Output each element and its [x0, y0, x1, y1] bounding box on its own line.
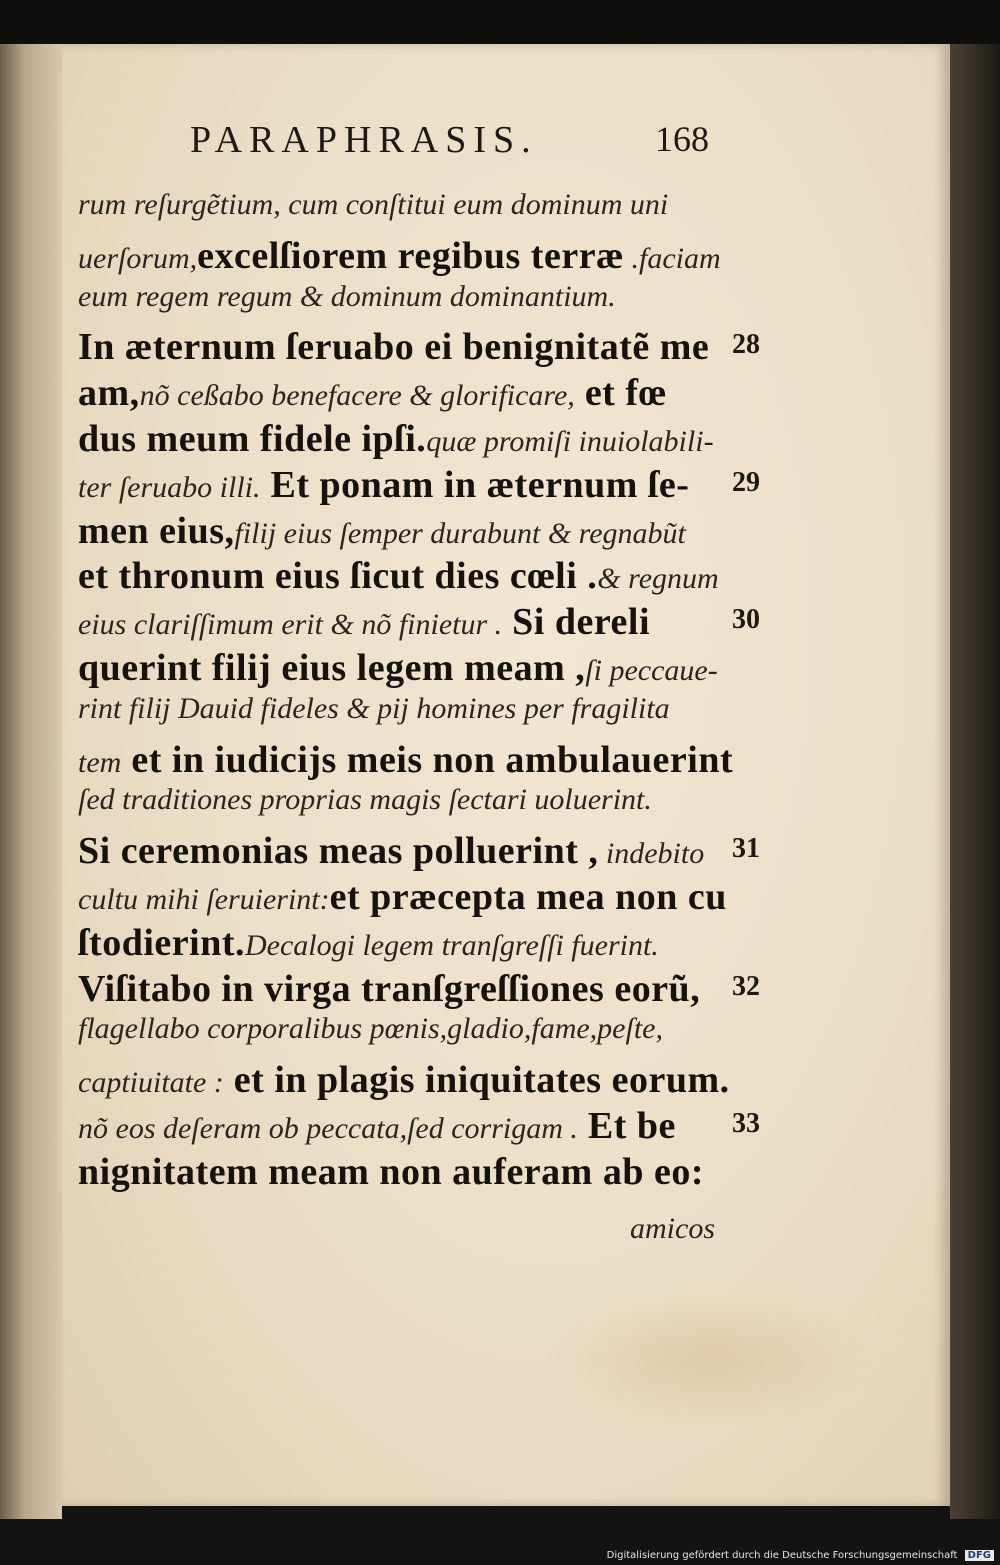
text-line	[78, 371, 666, 415]
text-line	[78, 417, 714, 461]
verse-number: 29	[732, 466, 760, 498]
blackletter-text: Viſitabo in virga tranſgreſſiones eorũ,	[78, 967, 701, 1010]
blackletter-text: nignitatem meam non auferam ab eo:	[78, 1150, 704, 1193]
italic-gloss: tem	[78, 745, 122, 779]
blackletter-text: Et be	[577, 1105, 676, 1147]
italic-gloss: eum regem regum & dominum dominantium.	[78, 279, 616, 313]
verse-number: 30	[732, 604, 760, 636]
text-line	[78, 554, 719, 598]
text-line	[78, 234, 721, 278]
italic-gloss: quæ promiſi inuiolabili-	[426, 425, 714, 458]
text-line	[78, 875, 727, 919]
text-line	[78, 1150, 704, 1194]
text-line	[78, 509, 686, 553]
text-line	[78, 1058, 730, 1102]
text-line	[78, 783, 652, 817]
blackletter-text: ſtodierint.	[78, 921, 245, 964]
funding-footer	[607, 1550, 994, 1561]
italic-gloss: & regnum	[597, 562, 719, 596]
blackletter-text: In æternum ſeruabo ei benignitatẽ me	[78, 326, 710, 369]
italic-gloss: filij eius ſemper durabunt & regnabũt	[234, 516, 686, 550]
footer-text: Digitalisierung gefördert durch die Deutsche Forschungsgemeinschaft	[606, 1550, 958, 1561]
text-line	[78, 325, 709, 369]
italic-gloss: ter ſeruabo illi.	[78, 470, 261, 504]
blackletter-text: querint filij eius legem meam ,	[78, 647, 586, 689]
italic-gloss: .faciam	[624, 241, 721, 275]
blackletter-text: et fœ	[574, 372, 667, 415]
italic-gloss: rint filij Dauid fideles & pij homines per fragilita	[78, 691, 670, 725]
text-line	[78, 1104, 676, 1148]
text-line	[78, 921, 659, 965]
text-line	[78, 692, 670, 726]
text-line	[78, 646, 718, 690]
text-line	[78, 738, 733, 782]
page-edge	[950, 44, 1000, 1519]
text-line	[78, 829, 704, 873]
italic-gloss: eius clariſſimum erit & nõ finietur .	[78, 608, 503, 642]
blackletter-text: excelſiorem regibus terræ	[197, 234, 624, 277]
blackletter-text: men eius,	[78, 509, 235, 552]
italic-gloss: rum reſurgẽtium, cum conſtitui eum dominum uni	[78, 188, 669, 221]
italic-gloss: nõ eos deſeram ob peccata,ſed corrigam .	[78, 1112, 578, 1145]
italic-gloss: flagellabo corporalibus pœnis,gladio,fame,peſte,	[78, 1012, 663, 1046]
page-number: 168	[655, 119, 709, 159]
blackletter-text: et thronum eius ſicut dies cœli .	[78, 555, 598, 598]
verse-number: 33	[732, 1108, 760, 1139]
text-line	[78, 1012, 663, 1046]
blackletter-text: dus meum fidele ipſi.	[78, 418, 427, 460]
dfg-logo: DFG	[965, 1550, 994, 1561]
italic-gloss: nõ ceßabo benefacere & glorificare,	[139, 379, 575, 413]
blackletter-text: am,	[78, 372, 140, 415]
verse-number: 32	[732, 970, 760, 1002]
text-line	[78, 600, 650, 644]
running-head: PARAPHRASIS.	[190, 119, 538, 161]
italic-gloss: cultu mihi ſeruierint:	[78, 883, 330, 916]
italic-gloss: uerſorum,	[78, 241, 198, 275]
blackletter-text: et præcepta mea non cu	[329, 876, 727, 918]
verse-number: 31	[732, 833, 760, 865]
italic-gloss: ſi peccaue-	[585, 654, 718, 687]
blackletter-text: et in plagis iniquitates eorum.	[223, 1059, 730, 1102]
blackletter-text: Si dereli	[502, 601, 651, 644]
scan-background	[0, 0, 1000, 44]
text-line	[78, 463, 689, 507]
blackletter-text: Si ceremonias meas polluerint ,	[78, 830, 599, 873]
catchword: amicos	[630, 1212, 715, 1245]
book-gutter	[0, 44, 62, 1519]
text-line	[78, 188, 668, 222]
italic-gloss: indebito	[598, 837, 705, 871]
italic-gloss: ſed traditiones proprias magis ſectari uoluerint.	[78, 783, 652, 817]
verse-number: 28	[732, 329, 760, 361]
water-stain	[542, 1289, 872, 1429]
text-line	[78, 280, 616, 314]
blackletter-text: Et ponam in æternum ſe-	[260, 463, 690, 506]
italic-gloss: Decalogi legem tranſgreſſi fuerint.	[244, 928, 659, 962]
blackletter-text: et in iudicijs meis non ambulauerint	[121, 738, 734, 781]
text-line	[78, 967, 700, 1011]
italic-gloss: captiuitate :	[78, 1066, 224, 1100]
